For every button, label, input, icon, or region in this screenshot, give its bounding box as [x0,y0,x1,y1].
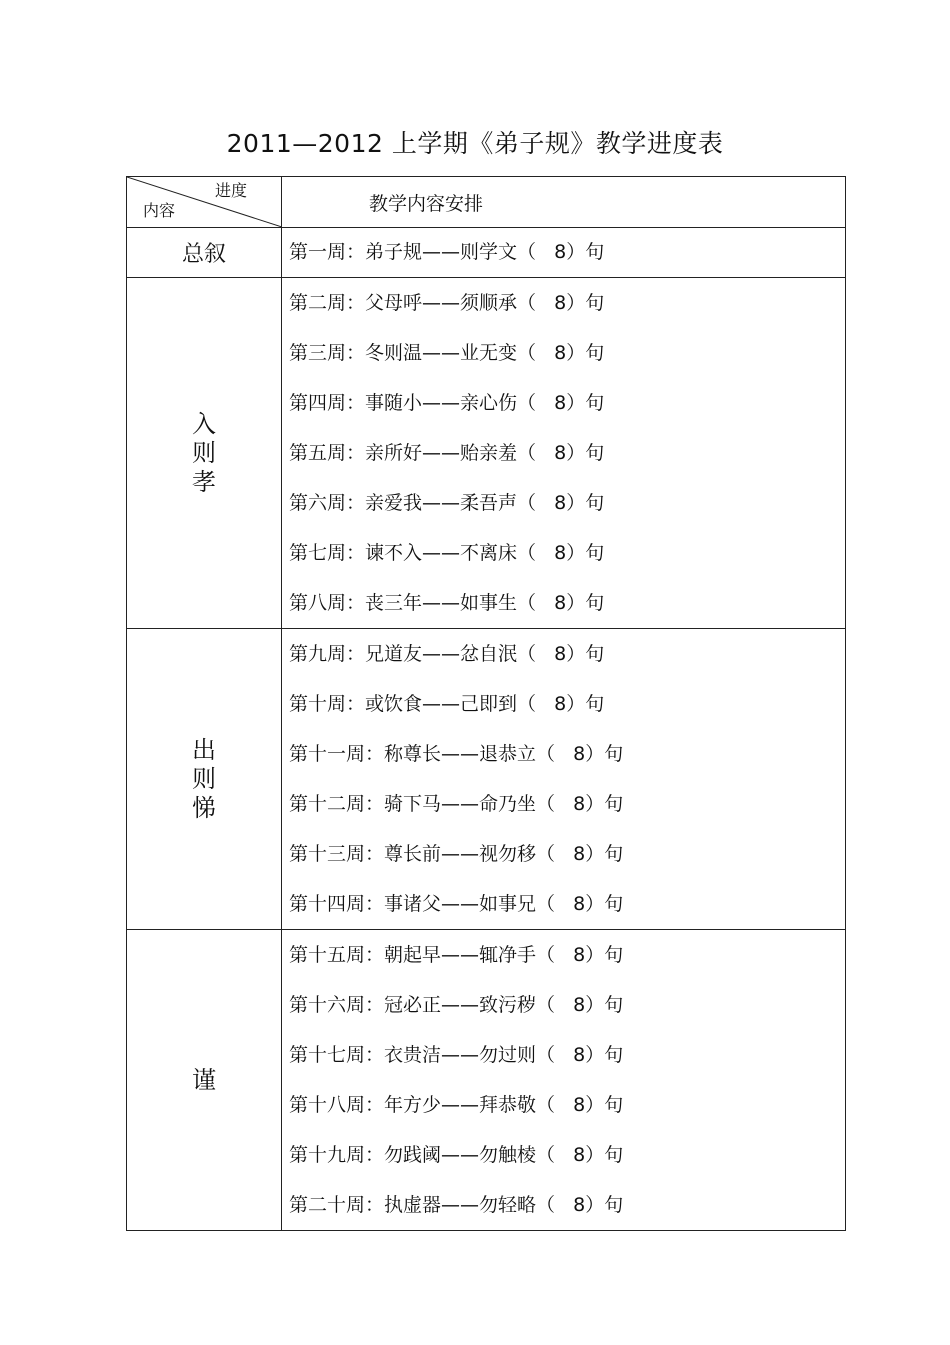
table-header-row [127,177,846,228]
section-label-vertical: 谨 [192,1065,216,1094]
week-list [282,228,846,278]
schedule-table [126,176,846,1231]
section-row-filial [127,278,846,629]
week-item: 第十三周：尊长前——视勿移（ 8）句 [289,843,624,865]
week-item: 第二十周：执虚器——勿轻略（ 8）句 [289,1194,624,1216]
header-content-label: 内容 [143,201,176,220]
week-list [282,930,846,1231]
section-label-vertical: 出则悌 [192,735,216,822]
week-item: 第五周：亲所好——贻亲羞（ 8）句 [289,442,605,464]
section-label: 总叙 [127,228,282,278]
week-item: 第十周：或饮食——己即到（ 8）句 [289,693,605,715]
week-list [282,278,846,629]
week-item: 第八周：丧三年——如事生（ 8）句 [289,592,605,614]
week-item: 第三周：冬则温——业无变（ 8）句 [289,342,605,364]
week-item: 第六周：亲爱我——柔吾声（ 8）句 [289,492,605,514]
week-item: 第一周：弟子规——则学文（ 8）句 [289,241,605,263]
section-row-fraternal [127,629,846,930]
week-item: 第十八周：年方少——拜恭敬（ 8）句 [289,1094,624,1116]
week-item: 第四周：事随小——亲心伤（ 8）句 [289,392,605,414]
document-title: 2011—2012 上学期《弟子规》教学进度表 [226,129,724,158]
week-list [282,629,846,930]
week-item: 第九周：兄道友——忿自泯（ 8）句 [289,643,605,665]
week-item: 第十二周：骑下马——命乃坐（ 8）句 [289,793,624,815]
week-item: 第十四周：事诸父——如事兄（ 8）句 [289,893,624,915]
section-row-prudence [127,930,846,1231]
header-content-arrangement: 教学内容安排 [282,177,846,228]
section-label [127,278,282,629]
week-item: 第二周：父母呼——须顺承（ 8）句 [289,292,605,314]
section-label-vertical: 入则孝 [192,409,216,496]
week-item: 第十一周：称尊长——退恭立（ 8）句 [289,743,624,765]
week-item: 第十六周：冠必正——致污秽（ 8）句 [289,994,624,1016]
section-label [127,930,282,1231]
week-item: 第七周：谏不入——不离床（ 8）句 [289,542,605,564]
week-item: 第十九周：勿践阈——勿触棱（ 8）句 [289,1144,624,1166]
section-row-intro [127,228,846,278]
week-item: 第十五周：朝起早——辄净手（ 8）句 [289,944,624,966]
section-label [127,629,282,930]
week-item: 第十七周：衣贵洁——勿过则（ 8）句 [289,1044,624,1066]
header-progress-label: 进度 [214,181,247,200]
diagonal-header-cell [127,177,282,228]
